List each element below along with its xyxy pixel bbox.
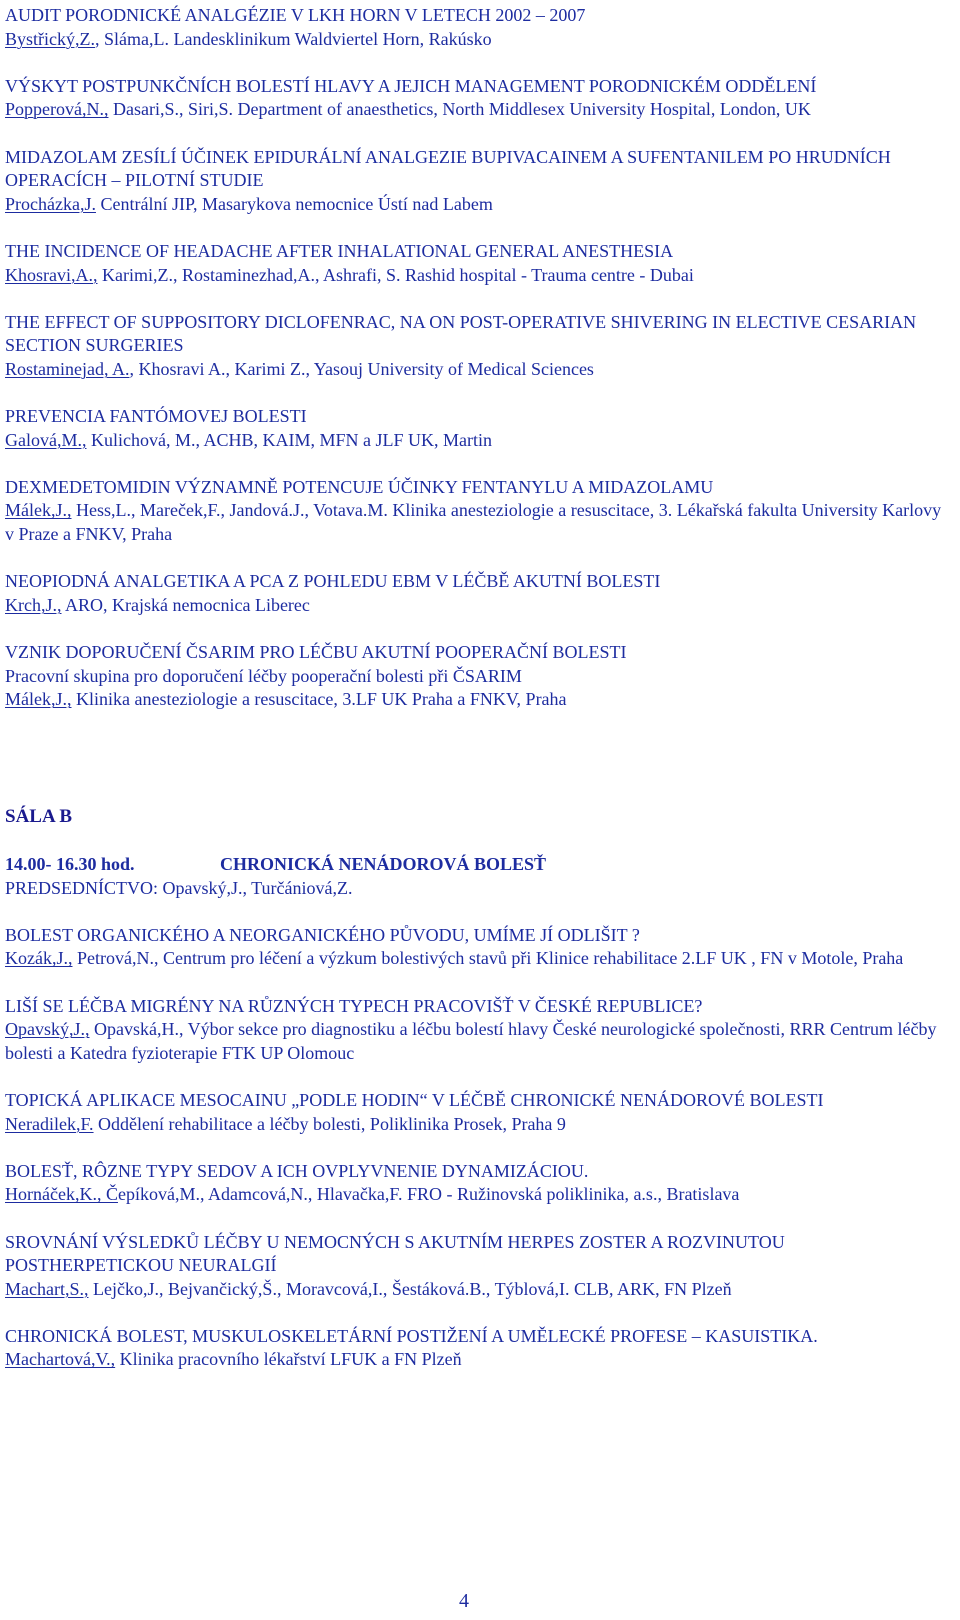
author-affiliation: , Khosravi A., Karimi Z., Yasouj University of Medical Sciences — [129, 358, 594, 379]
author-affiliation: Klinika pracovního lékařství LFUK a FN Plzeň — [115, 1349, 462, 1370]
session-title: CHRONICKÁ NENÁDOROVÁ BOLESŤ — [220, 854, 547, 874]
author-affiliation: Lejčko,J., Bejvančický,Š., Moravcová,I., Šestáková.B., Týblová,I. CLB, ARK, FN Plzeň — [88, 1278, 732, 1299]
abstract-title: TOPICKÁ APLIKACE MESOCAINU „PODLE HODIN“ V LÉČBĚ CHRONICKÉ NENÁDOROVÉ BOLESTI — [5, 1089, 824, 1110]
author-affiliation: Klinika anesteziologie a resuscitace, 3.LF UK Praha a FNKV, Praha — [71, 689, 567, 710]
document-page — [5, 4, 945, 1396]
abstract-entry — [5, 641, 945, 712]
abstract-list-a — [5, 4, 945, 712]
abstract-title: SROVNÁNÍ VÝSLEDKŮ LÉČBY U NEMOCNÝCH S AKUTNÍM HERPES ZOSTER A ROZVINUTOU POSTHERPETICKOU NEURALGIÍ — [5, 1231, 785, 1276]
abstract-authors — [5, 193, 945, 217]
hall-heading: SÁLA B — [5, 806, 73, 828]
abstract-authors — [5, 358, 945, 382]
session-chair: PREDSEDNÍCTVO: Opavský,J., Turčániová,Z. — [5, 877, 353, 898]
lead-author: Popperová,N., — [5, 99, 109, 120]
lead-author: Málek,J., — [5, 500, 72, 521]
abstract-authors — [5, 688, 945, 712]
spacer — [5, 735, 945, 805]
author-affiliation: , Sláma,L. Landesklinikum Waldviertel Horn, Rakúsko — [95, 28, 492, 49]
author-affiliation: Centrální JIP, Masarykova nemocnice Ústí nad Labem — [95, 193, 493, 214]
abstract-title: LIŠÍ SE LÉČBA MIGRÉNY NA RŮZNÝCH TYPECH PRACOVIŠŤ V ČESKÉ REPUBLICE? — [5, 995, 703, 1016]
lead-author: Málek,J., — [5, 689, 72, 710]
abstract-entry — [5, 1160, 945, 1207]
lead-author: Krch,J., — [5, 594, 62, 615]
author-affiliation: ARO, Krajská nemocnica Liberec — [61, 594, 310, 615]
abstract-entry — [5, 1325, 945, 1372]
abstract-authors — [5, 264, 945, 288]
author-affiliation: Opavská,H., Výbor sekce pro diagnostiku a léčbu bolestí hlavy České neurologické společnosti, RRR Centrum léčby bolesti a Katedra fyzioterapie FTK UP Olomouc — [5, 1019, 937, 1063]
abstract-entry — [5, 995, 945, 1066]
abstract-entry — [5, 476, 945, 547]
lead-author: Kozák,J., — [5, 948, 73, 969]
abstract-title: BOLEST ORGANICKÉHO A NEORGANICKÉHO PŮVODU, UMÍME JÍ ODLIŠIT ? — [5, 924, 640, 945]
abstract-entry — [5, 1089, 945, 1136]
author-affiliation: Kulichová, M., ACHB, KAIM, MFN a JLF UK, Martin — [86, 429, 492, 450]
session-header — [5, 853, 945, 877]
abstract-entry — [5, 240, 945, 287]
abstract-authors — [5, 947, 945, 971]
abstract-entry — [5, 146, 945, 217]
abstract-authors — [5, 594, 945, 618]
abstract-title: CHRONICKÁ BOLEST, MUSKULOSKELETÁRNÍ POSTIŽENÍ A UMĚLECKÉ PROFESE – KASUISTIKA. — [5, 1325, 818, 1346]
abstract-title: DEXMEDETOMIDIN VÝZNAMNĚ POTENCUJE ÚČINKY FENTANYLU A MIDAZOLAMU — [5, 476, 714, 497]
abstract-entry — [5, 924, 945, 971]
abstract-authors — [5, 1183, 945, 1207]
abstract-title: PREVENCIA FANTÓMOVEJ BOLESTI — [5, 406, 307, 427]
abstract-title: NEOPIODNÁ ANALGETIKA A PCA Z POHLEDU EBM V LÉČBĚ AKUTNÍ BOLESTI — [5, 571, 661, 592]
session-time: 14.00- 16.30 hod. — [5, 854, 135, 874]
abstract-authors — [5, 429, 945, 453]
abstract-entry — [5, 1231, 945, 1302]
lead-author: Machart,S., — [5, 1278, 89, 1299]
abstract-entry — [5, 570, 945, 617]
abstract-entry — [5, 405, 945, 452]
abstract-authors — [5, 98, 945, 122]
abstract-entry — [5, 4, 945, 51]
author-affiliation: Dasari,S., Siri,S. Department of anaesthetics, North Middlesex University Hospital, London, UK — [108, 99, 811, 120]
abstract-title: MIDAZOLAM ZESÍLÍ ÚČINEK EPIDURÁLNÍ ANALGEZIE BUPIVACAINEM A SUFENTANILEM PO HRUDNÍCH OPERACÍCH – PILOTNÍ STUDIE — [5, 146, 891, 191]
abstract-title: THE INCIDENCE OF HEADACHE AFTER INHALATIONAL GENERAL ANESTHESIA — [5, 240, 674, 261]
author-affiliation: Petrová,N., Centrum pro léčení a výzkum bolestivých stavů při Klinice rehabilitace 2.LF UK , FN v Motole, Praha — [72, 948, 904, 969]
abstract-authors — [5, 1018, 945, 1065]
page-number: 4 — [459, 1590, 469, 1612]
author-affiliation: epíková,M., Adamcová,N., Hlavačka,F. FRO - Ružinovská poliklinika, a.s., Bratislava — [117, 1184, 740, 1205]
abstract-list-b — [5, 924, 945, 1372]
abstract-authors — [5, 1278, 945, 1302]
abstract-subtitle: Pracovní skupina pro doporučení léčby pooperační bolesti při ČSARIM — [5, 665, 522, 686]
abstract-title: THE EFFECT OF SUPPOSITORY DICLOFENRAC, NA ON POST-OPERATIVE SHIVERING IN ELECTIVE CESARIAN SECTION SURGERIES — [5, 311, 917, 356]
author-affiliation: Oddělení rehabilitace a léčby bolesti, Poliklinika Prosek, Praha 9 — [93, 1113, 566, 1134]
lead-author: Hornáček,K., Č — [5, 1184, 118, 1205]
author-affiliation: Karimi,Z., Rostaminezhad,A., Ashrafi, S. Rashid hospital - Trauma centre - Dubai — [97, 264, 694, 285]
lead-author: Rostaminejad, A. — [5, 358, 130, 379]
lead-author: Neradilek,F. — [5, 1113, 94, 1134]
abstract-entry — [5, 75, 945, 122]
abstract-title: AUDIT PORODNICKÉ ANALGÉZIE V LKH HORN V LETECH 2002 – 2007 — [5, 5, 586, 25]
abstract-authors — [5, 499, 945, 546]
lead-author: Khosravi,A., — [5, 264, 98, 285]
lead-author: Opavský,J., — [5, 1019, 90, 1040]
abstract-authors — [5, 1113, 945, 1137]
lead-author: Machartová,V., — [5, 1349, 116, 1370]
lead-author: Bystřický,Z. — [5, 28, 95, 49]
abstract-title: VÝSKYT POSTPUNKČNÍCH BOLESTÍ HLAVY A JEJICH MANAGEMENT PORODNICKÉM ODDĚLENÍ — [5, 75, 817, 96]
abstract-title: VZNIK DOPORUČENÍ ČSARIM PRO LÉČBU AKUTNÍ POOPERAČNÍ BOLESTI — [5, 642, 627, 663]
author-affiliation: Hess,L., Mareček,F., Jandová.J., Votava.M. Klinika anesteziologie a resuscitace, 3. Lékařská fakulta University Karlovy v Praze a FNKV, Praha — [5, 500, 942, 545]
abstract-authors — [5, 28, 945, 52]
lead-author: Procházka,J. — [5, 193, 96, 214]
lead-author: Galová,M., — [5, 429, 87, 450]
abstract-entry — [5, 311, 945, 382]
abstract-authors — [5, 1348, 945, 1372]
abstract-title: BOLESŤ, RÔZNE TYPY SEDOV A ICH OVPLYVNENIE DYNAMIZÁCIOU. — [5, 1160, 589, 1181]
